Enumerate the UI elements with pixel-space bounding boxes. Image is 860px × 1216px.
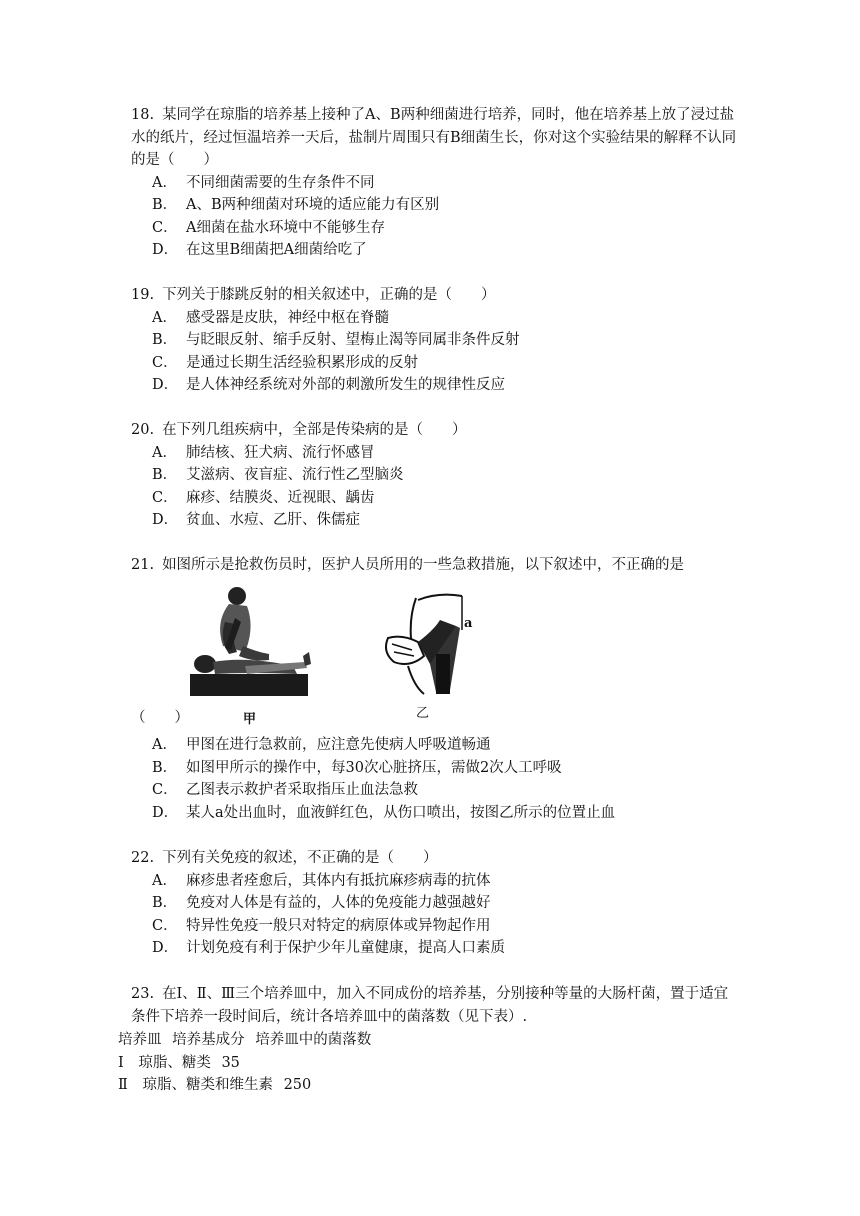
option-c[interactable]: C． 特异性免疫一般只对特定的病原体或异物起作用 [152,917,491,934]
figure-jia [185,582,315,727]
figure-label-yi: 乙 [416,706,430,721]
table-header: 培养皿 [118,1032,162,1048]
option-a[interactable]: A． 甲图在进行急救前，应注意先使病人呼吸道畅通 [152,737,491,753]
answer-parentheses: （ ） [131,710,189,726]
table-cell: Ⅰ [118,1055,124,1071]
option-c[interactable]: C． A细菌在盐水环境中不能够生存 [152,219,385,236]
option-d[interactable]: D． 某人a处出血时，血液鲜红色，从伤口喷出，按图乙所示的位置止血 [152,804,616,821]
table-cell: 琼脂、糖类 [138,1055,211,1071]
figure-yi [378,590,488,724]
figure-label-a: a [464,616,473,631]
option-a[interactable]: A． 不同细菌需要的生存条件不同 [152,174,375,191]
cpr-illustration [185,582,315,724]
options-list [131,734,741,824]
question-stem: 下列有关免疫的叙述，不正确的是（ ） [162,850,438,866]
option-b[interactable]: B． 艾滋病、夜盲症、流行性乙型脑炎 [152,467,404,483]
options-list [131,307,741,397]
question-stem: 如图所示是抢救伤员时，医护人员所用的一些急救措施，以下叙述中，不正确的是 [162,557,685,573]
question-number: 19. [131,287,155,303]
table-cell: 250 [283,1077,312,1093]
question-number: 18. [131,107,155,123]
option-c[interactable]: C． 是通过长期生活经验积累形成的反射 [152,354,418,371]
option-b[interactable]: B． 与眨眼反射、缩手反射、望梅止渴等同属非条件反射 [152,332,520,348]
question-number: 21. [131,557,155,573]
question-stem: 在下列几组疾病中，全部是传染病的是（ ） [162,422,467,438]
table-row [118,1052,246,1074]
table-row [118,1074,317,1096]
option-d[interactable]: D． 在这里B细菌把A细菌给吃了 [152,242,367,258]
options-list [131,172,741,262]
question-stem: 在Ⅰ、Ⅱ、Ⅲ三个培养皿中，加入不同成份的培养基，分别接种等量的大肠杆菌，置于适宜条件下培养一段时间后，统计各培养皿中的菌落数（见下表）. [131,986,729,1025]
table-cell: 琼脂、糖类和维生素 [142,1077,273,1093]
option-a[interactable]: A． 感受器是皮肤，神经中枢在脊髓 [152,309,389,326]
question-19 [131,284,741,397]
question-stem: 下列关于膝跳反射的相关叙述中，正确的是（ ） [162,287,496,303]
question-number: 22. [131,850,155,866]
question-18 [131,104,741,262]
table-header: 培养皿中的菌落数 [255,1032,372,1048]
option-d[interactable]: D． 贫血、水痘、乙肝、侏儒症 [152,512,360,528]
table-header: 培养基成分 [172,1032,245,1048]
table-cell: 35 [221,1055,240,1071]
question-number: 23. [131,986,155,1002]
option-a[interactable]: A． 肺结核、狂犬病、流行怀感冒 [152,444,375,461]
question-23 [131,983,741,1028]
option-b[interactable]: B． A、B两种细菌对环境的适应能力有区别 [152,197,440,213]
option-b[interactable]: B． 如图甲所示的操作中，每30次心脏挤压，需做2次人工呼吸 [152,759,562,776]
figure-label-jia: 甲 [243,712,257,727]
option-c[interactable]: C． 麻疹、结膜炎、近视眼、龋齿 [152,489,375,506]
question-20 [131,419,741,532]
table-cell: Ⅱ [118,1077,128,1093]
option-c[interactable]: C． 乙图表示救护者采取指压止血法急救 [152,782,418,798]
option-d[interactable]: D． 计划免疫有利于保护少年儿童健康，提高人口素质 [152,940,505,956]
question-number: 20. [131,422,155,438]
table-header-row [118,1029,377,1051]
option-a[interactable]: A． 麻疹患者痊愈后，其体内有抵抗麻疹病毒的抗体 [152,872,491,889]
question-21-options [131,707,741,730]
options-list [131,442,741,532]
question-22 [131,847,741,960]
option-d[interactable]: D． 是人体神经系统对外部的刺激所发生的规律性反应 [152,377,505,393]
options-list [131,870,741,960]
question-21-options-list [131,734,741,824]
arm-pressure-illustration [378,590,488,724]
question-21 [131,554,741,577]
question-stem: 某同学在琼脂的培养基上接种了A、B两种细菌进行培养，同时，他在培养基上放了浸过盐水的纸片，经过恒温培养一天后，盐制片周围只有B细菌生长，你对这个实验结果的解释不认同的是（ ） [131,107,737,168]
option-b[interactable]: B． 免疫对人体是有益的，人体的免疫能力越强越好 [152,895,491,911]
